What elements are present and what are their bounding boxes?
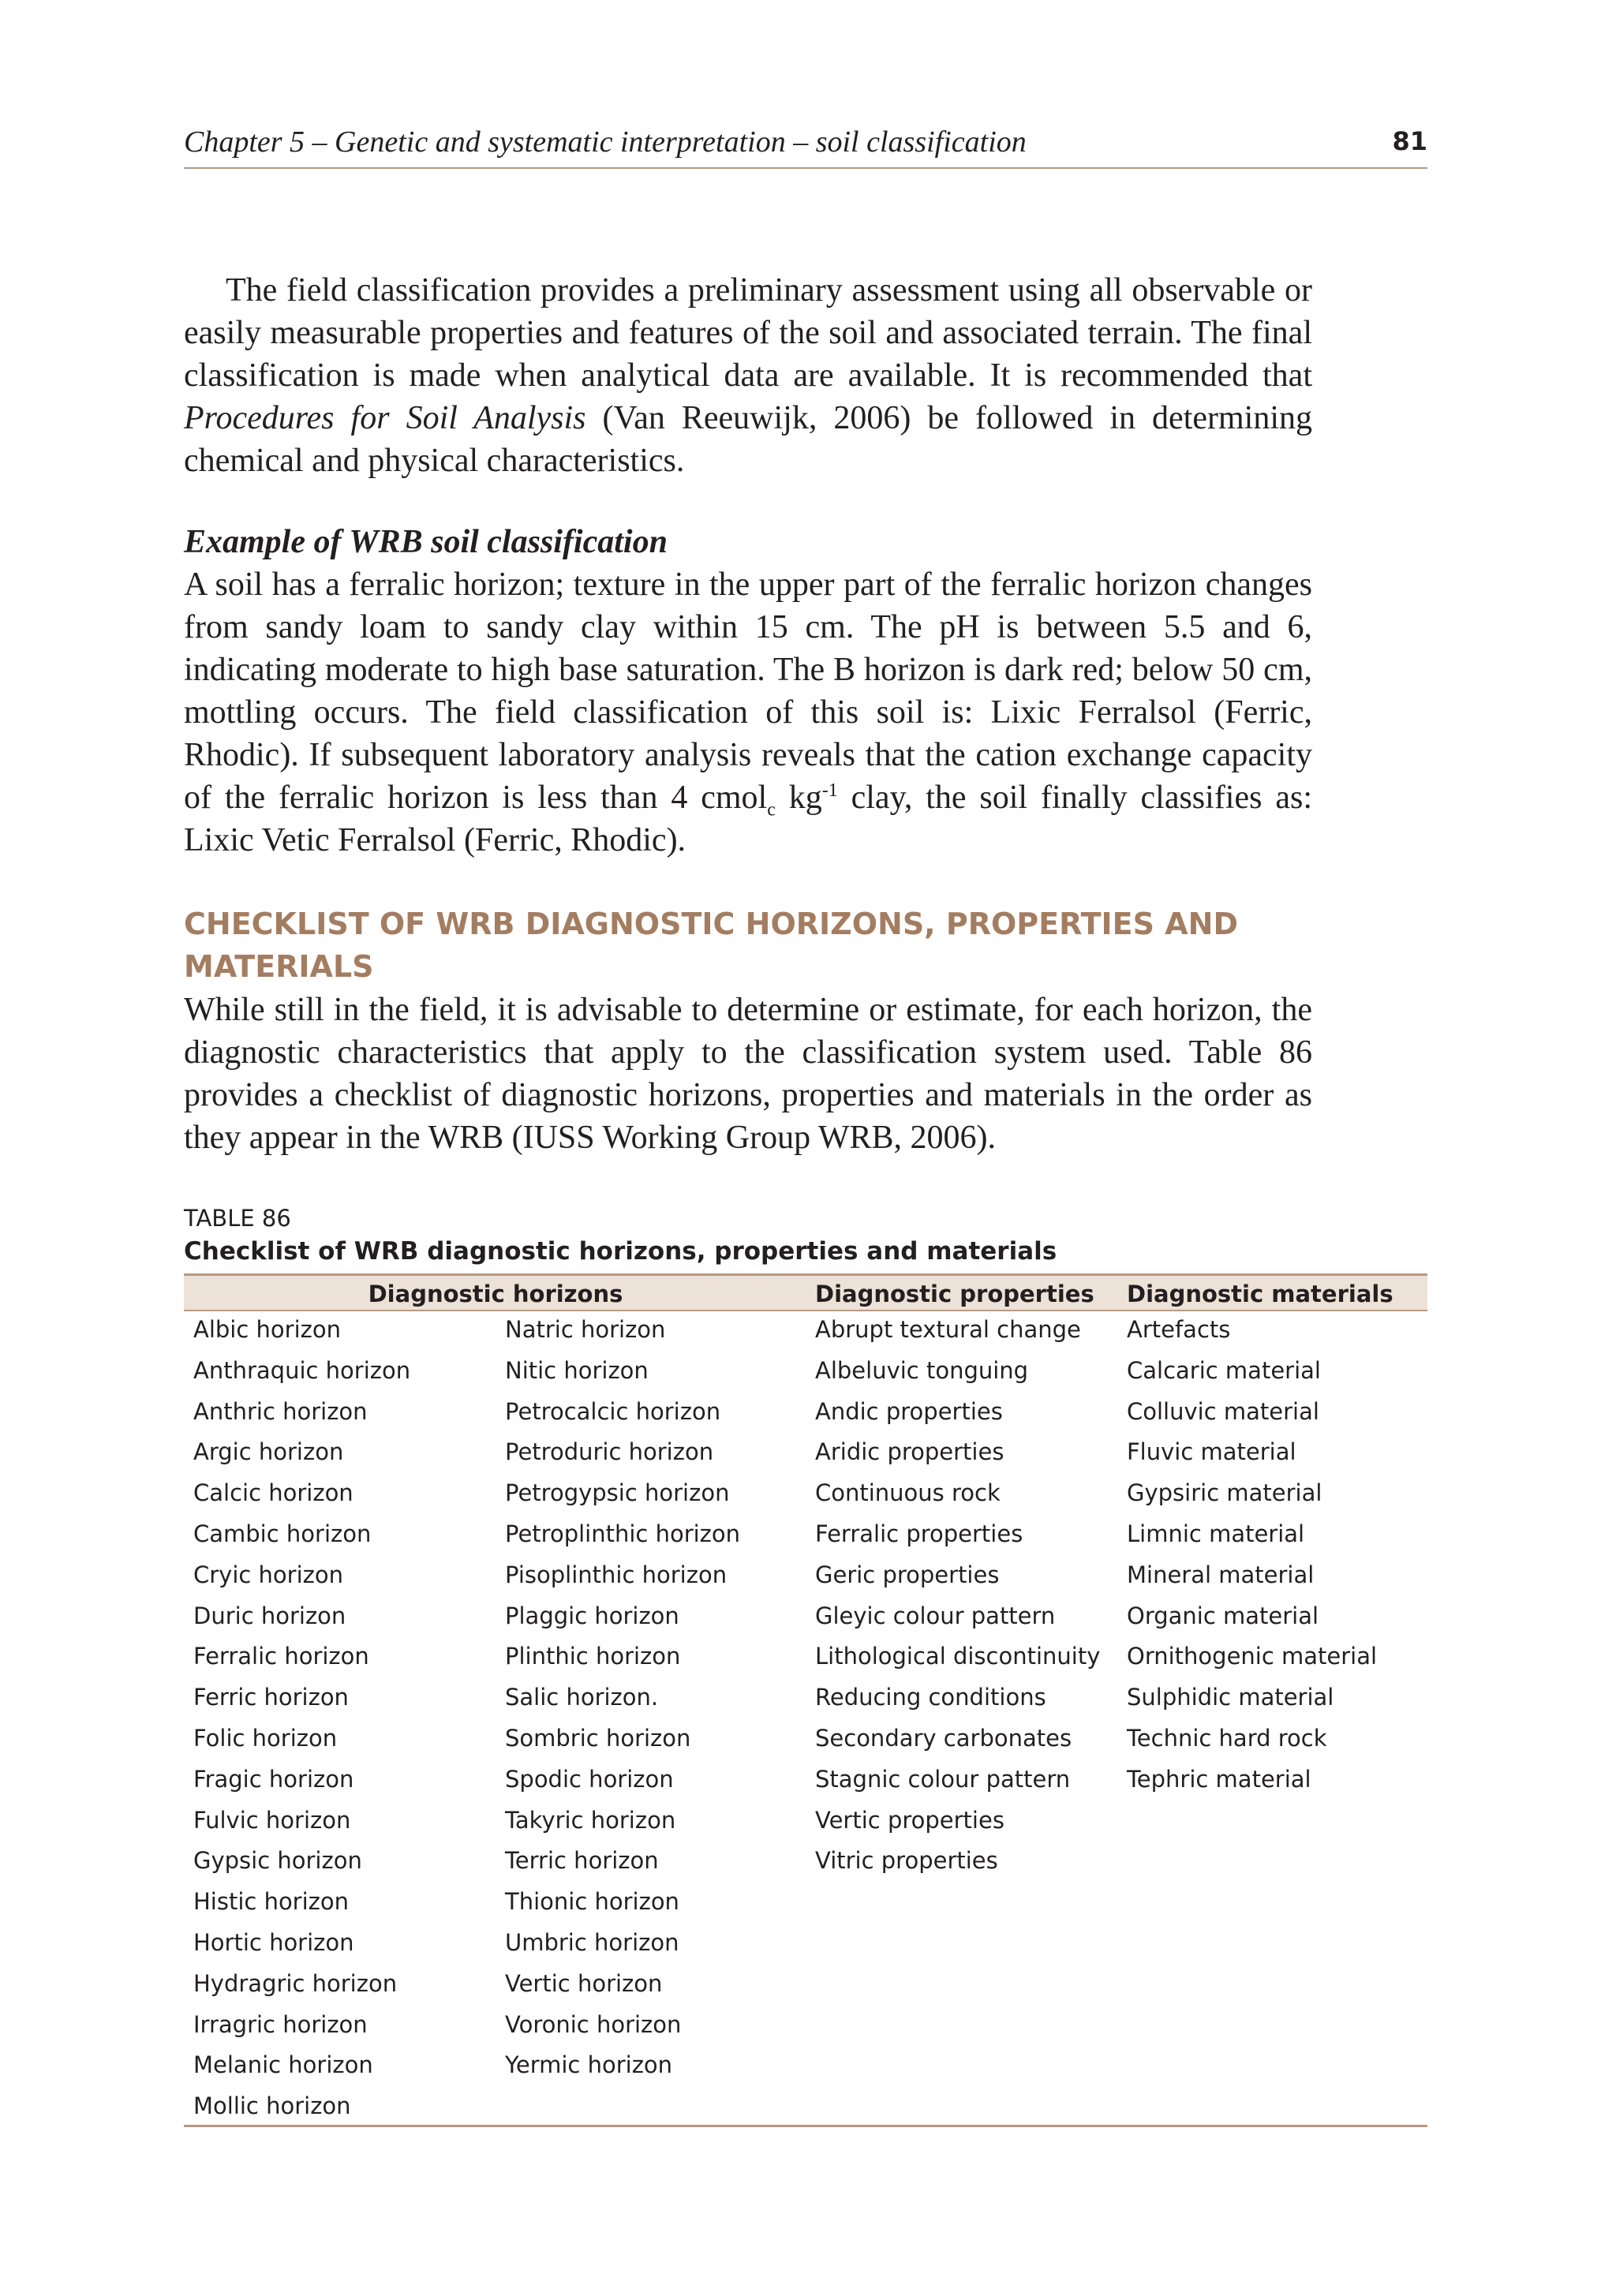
table-cell: Pisoplinthic horizon <box>505 1561 728 1588</box>
table-cell: Ferric horizon <box>193 1684 349 1711</box>
example-subscript: c <box>767 799 776 821</box>
properties-column <box>815 1314 1100 1886</box>
table-cell: Colluvic material <box>1127 1397 1319 1425</box>
table-cell: Calcaric material <box>1127 1356 1321 1384</box>
example-text-1: A soil has a ferralic horizon; texture in the upper part of the ferralic horizon changes from sandy loam to sandy clay within 15 cm. The pH is between 5.5 and 6, indicating moderate to high base saturation. The B horizon is dark red; below 50 cm, mottling occurs. The field classification of this soil is: Lixic Ferralsol (Ferric, Rhodic). If subsequent laboratory analysis reveals that the cation exchange capacity of the ferralic horizon is less than 4 cmol <box>184 567 1312 816</box>
table-cell: Umbric horizon <box>505 1928 679 1956</box>
table-cell: Albeluvic tonguing <box>815 1356 1029 1384</box>
checklist-table <box>184 1273 1427 2127</box>
example-text-3: clay, the soil finally classifies as: Lixic Vetic Ferralsol (Ferric, Rhodic). <box>184 780 1312 858</box>
table-cell: Mineral material <box>1127 1561 1315 1588</box>
table-cell: Anthric horizon <box>193 1397 368 1425</box>
table-cell: Hortic horizon <box>193 1928 354 1956</box>
table-label: TABLE 86 <box>184 1205 291 1232</box>
table-cell: Irragric horizon <box>193 2010 368 2038</box>
table-cell: Artefacts <box>1127 1316 1231 1343</box>
table-cell: Takyric horizon <box>505 1806 676 1834</box>
example-text-2: kg <box>775 780 822 816</box>
table-cell: Secondary carbonates <box>815 1724 1072 1752</box>
table-cell: Aridic properties <box>815 1438 1004 1466</box>
table-cell: Yermic horizon <box>505 2051 673 2079</box>
table-cell: Nitic horizon <box>505 1356 649 1384</box>
table-cell: Sombric horizon <box>505 1724 691 1752</box>
example-heading: Example of WRB soil classification <box>184 524 668 560</box>
table-cell: Ferralic horizon <box>193 1643 369 1670</box>
table-cell: Vitric properties <box>815 1847 998 1875</box>
table-header-row <box>184 1276 1427 1311</box>
table-cell: Organic material <box>1127 1602 1319 1629</box>
table-cell: Salic horizon. <box>505 1684 659 1711</box>
table-cell: Fluvic material <box>1127 1438 1296 1466</box>
table-cell: Cambic horizon <box>193 1520 372 1547</box>
table-cell: Technic hard rock <box>1127 1724 1327 1752</box>
table-cell: Duric horizon <box>193 1602 346 1629</box>
table-cell: Andic properties <box>815 1397 1003 1425</box>
intro-paragraph <box>184 269 1312 482</box>
table-cell: Cryic horizon <box>193 1561 344 1588</box>
header-properties: Diagnostic properties <box>815 1281 1094 1307</box>
horizons-column-2 <box>505 1314 740 2090</box>
example-paragraph <box>184 563 1312 862</box>
table-cell: Fragic horizon <box>193 1765 354 1793</box>
table-cell: Limnic material <box>1127 1520 1305 1547</box>
header-materials: Diagnostic materials <box>1127 1281 1393 1307</box>
table-cell: Petroplinthic horizon <box>505 1520 741 1547</box>
table-cell: Petroduric horizon <box>505 1438 714 1466</box>
table-cell: Folic horizon <box>193 1724 338 1752</box>
table-cell: Plaggic horizon <box>505 1602 679 1629</box>
table-cell: Plinthic horizon <box>505 1643 681 1670</box>
checklist-paragraph: While still in the field, it is advisable to determine or estimate, for each horizon, the diagnostic characteristics that apply to the classification system used. Table 86 provides a checklist of diagnostic horizons, properties and materials in the order as they appear in the WRB (IUSS Working Group WRB, 2006). <box>184 992 1312 1156</box>
table-cell: Vertic horizon <box>505 1969 663 1997</box>
header-horizons: Diagnostic horizons <box>368 1281 623 1307</box>
table-title: Checklist of WRB diagnostic horizons, properties and materials <box>184 1237 1057 1266</box>
table-cell: Histic horizon <box>193 1888 350 1916</box>
table-cell: Thionic horizon <box>505 1888 679 1916</box>
table-cell: Sulphidic material <box>1127 1684 1334 1711</box>
table-cell: Lithological discontinuity <box>815 1643 1101 1670</box>
page-header <box>184 118 1427 169</box>
table-cell: Terric horizon <box>505 1847 659 1875</box>
intro-italic-title: Procedures for Soil Analysis <box>184 400 586 436</box>
table-cell: Stagnic colour pattern <box>815 1765 1071 1793</box>
table-cell: Fulvic horizon <box>193 1806 351 1834</box>
table-cell: Hydragric horizon <box>193 1969 398 1997</box>
running-head: Chapter 5 – Genetic and systematic interpretation – soil classification <box>184 125 1027 159</box>
table-cell: Gleyic colour pattern <box>815 1602 1056 1629</box>
intro-text-start: The field classification provides a preliminary assessment using all observable or easily measurable properties and features of the soil and associated terrain. The final classification is made when analytical data are available. It is recommended that <box>184 272 1312 394</box>
table-cell: Ferralic properties <box>815 1520 1023 1547</box>
page-number: 81 <box>1392 126 1427 156</box>
checklist-heading: CHECKLIST OF WRB DIAGNOSTIC HORIZONS, PROPERTIES AND MATERIALS <box>184 907 1238 984</box>
table-cell: Spodic horizon <box>505 1765 674 1793</box>
horizons-column-1 <box>193 1314 410 2131</box>
table-cell: Petrocalcic horizon <box>505 1397 721 1425</box>
table-cell: Anthraquic horizon <box>193 1356 411 1384</box>
table-cell: Ornithogenic material <box>1127 1643 1378 1670</box>
table-cell: Petrogypsic horizon <box>505 1479 730 1507</box>
table-cell: Reducing conditions <box>815 1684 1046 1711</box>
table-cell: Gypsiric material <box>1127 1479 1322 1507</box>
table-cell: Melanic horizon <box>193 2051 373 2079</box>
materials-column <box>1127 1314 1377 1804</box>
table-cell: Voronic horizon <box>505 2010 682 2038</box>
table-cell: Gypsic horizon <box>193 1847 362 1875</box>
table-cell: Mollic horizon <box>193 2092 351 2120</box>
table-cell: Albic horizon <box>193 1316 341 1343</box>
table-cell: Continuous rock <box>815 1479 1001 1507</box>
example-superscript: -1 <box>821 780 838 801</box>
table-cell: Tephric material <box>1127 1765 1311 1793</box>
table-cell: Calcic horizon <box>193 1479 354 1507</box>
intro-text-end: (Van Reeuwijk, 2006) be followed in determining chemical and physical characteristics. <box>184 400 1312 479</box>
table-cell: Argic horizon <box>193 1438 344 1466</box>
table-cell: Abrupt textural change <box>815 1316 1081 1343</box>
table-cell: Natric horizon <box>505 1316 666 1343</box>
table-cell: Geric properties <box>815 1561 1000 1588</box>
table-cell: Vertic properties <box>815 1806 1004 1834</box>
